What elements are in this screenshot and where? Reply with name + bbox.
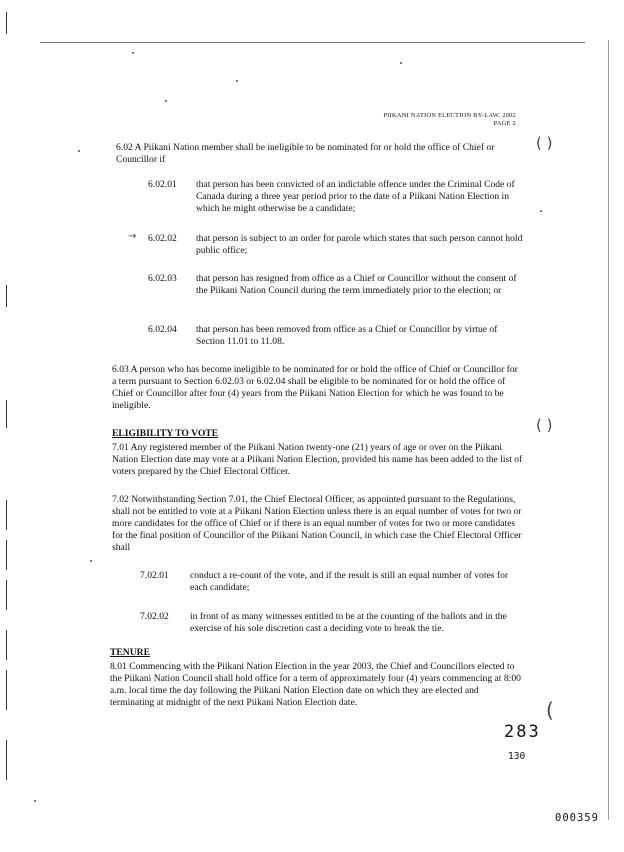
arrow-mark-icon: →	[128, 231, 137, 242]
scan-speck	[540, 210, 542, 212]
subsection-text: that person has been convicted of an indictable offence under the Criminal Code of Canada during a three year period prior to the date of a Piikani Nation Election in which he might otherwise be a candidate;	[196, 179, 515, 214]
section-6-02: 6.02 A Piikani Nation member shall be ineligible to be nominated for or hold the office of Chief or Councillor if	[116, 142, 495, 165]
scan-edge-left-7	[6, 630, 7, 660]
margin-mark-icon: ( )	[536, 134, 553, 152]
scan-speck	[132, 52, 134, 54]
subsection-number: 6.02.02	[148, 233, 177, 244]
page-small-number: 130	[508, 751, 526, 762]
scan-edge-left-1	[6, 12, 7, 34]
subsection-number: 6.02.01	[148, 179, 177, 190]
subsection-text: that person has resigned from office as a Chief or Councillor without the consent of the Piikani Nation Council during the term immediately prior to the election; or	[196, 273, 517, 296]
scan-edge-left-9	[6, 740, 7, 780]
subsection-text: that person has been removed from office as a Chief or Councillor by virtue of Section 11.01 to 11.08.	[196, 324, 498, 347]
running-header	[383, 112, 516, 128]
section-7-02: 7.02 Notwithstanding Section 7.01, the Chief Electoral Officer, as appointed pursuant to the Regulations, shall not be entitled to vote at a Piikani Nation Election unless there is an equal number of votes for two or more candidates for the office of Chief or if there is an equal number of votes for two or more candidates for the final position of Councillor of the Piikani Nation Council, in which case the Chief Electoral Officer shall	[112, 494, 522, 553]
section-8-01: 8.01 Commencing with the Piikani Nation Election in the year 2003, the Chief and Councillors elected to the Piikani Nation Council shall hold office for a term of approximately four (4) years commencing at 8:00 a.m. local time the day following the Piikani Nation Election date on which they are elected and terminating at midnight of the next Piikani Nation Election date.	[110, 661, 521, 708]
header-page: PAGE 2	[493, 120, 516, 127]
section-7-01: 7.01 Any registered member of the Piikani Nation twenty-one (21) years of age or over on the Piikani Nation Election date may vote at a Piikani Nation Election, provided his name has been added to the list of voters prepared by the Chief Electoral Officer.	[112, 442, 523, 477]
margin-mark-icon: (	[546, 698, 554, 722]
scan-speck	[400, 62, 402, 64]
eligibility-heading: ELIGIBILITY TO VOTE	[112, 428, 219, 439]
scan-speck	[236, 80, 238, 82]
subsection-number: 6.02.03	[148, 273, 177, 284]
subsection-number: 7.02.01	[140, 570, 169, 581]
scan-edge-left-3	[6, 400, 7, 428]
scan-edge-top	[40, 42, 585, 43]
subsection-number: 7.02.02	[140, 611, 169, 622]
subsection-text: conduct a re-count of the vote, and if the result is still an equal number of votes for each candidate;	[190, 570, 509, 593]
scan-speck	[34, 800, 36, 802]
scan-edge-left-4	[6, 500, 7, 530]
margin-mark-icon: ( )	[536, 416, 553, 434]
scan-speck	[90, 560, 92, 562]
scan-edge-left-5	[6, 540, 7, 570]
header-title: PIIKANI NATION ELECTION BY-LAW, 2002	[383, 112, 516, 119]
scan-edge-right	[608, 40, 609, 820]
section-6-03: 6.03 A person who has become ineligible to be nominated for or hold the office of Chief or Councillor for a term pursuant to Section 6.02.03 or 6.02.04 shall be eligible to be nominated for or hold the office of Chief or Councillor after four (4) years from the Piikani Nation Election for which he was found to be ineligible.	[112, 364, 518, 411]
scan-edge-left-2	[6, 285, 7, 307]
scan-speck	[165, 100, 167, 102]
scan-speck	[78, 150, 80, 152]
scan-edge-left-6	[6, 580, 7, 610]
tenure-heading: TENURE	[110, 647, 150, 658]
document-control-number: 000359	[555, 812, 599, 824]
scan-edge-left-8	[6, 670, 7, 710]
page-stamp-number: 283	[504, 722, 541, 742]
subsection-text: in front of as many witnesses entitled to be at the counting of the ballots and in the exercise of his sole discretion cast a deciding vote to break the tie.	[190, 611, 507, 634]
subsection-text: that person is subject to an order for parole which states that such person cannot hold public office;	[196, 233, 523, 256]
subsection-number: 6.02.04	[148, 324, 177, 335]
